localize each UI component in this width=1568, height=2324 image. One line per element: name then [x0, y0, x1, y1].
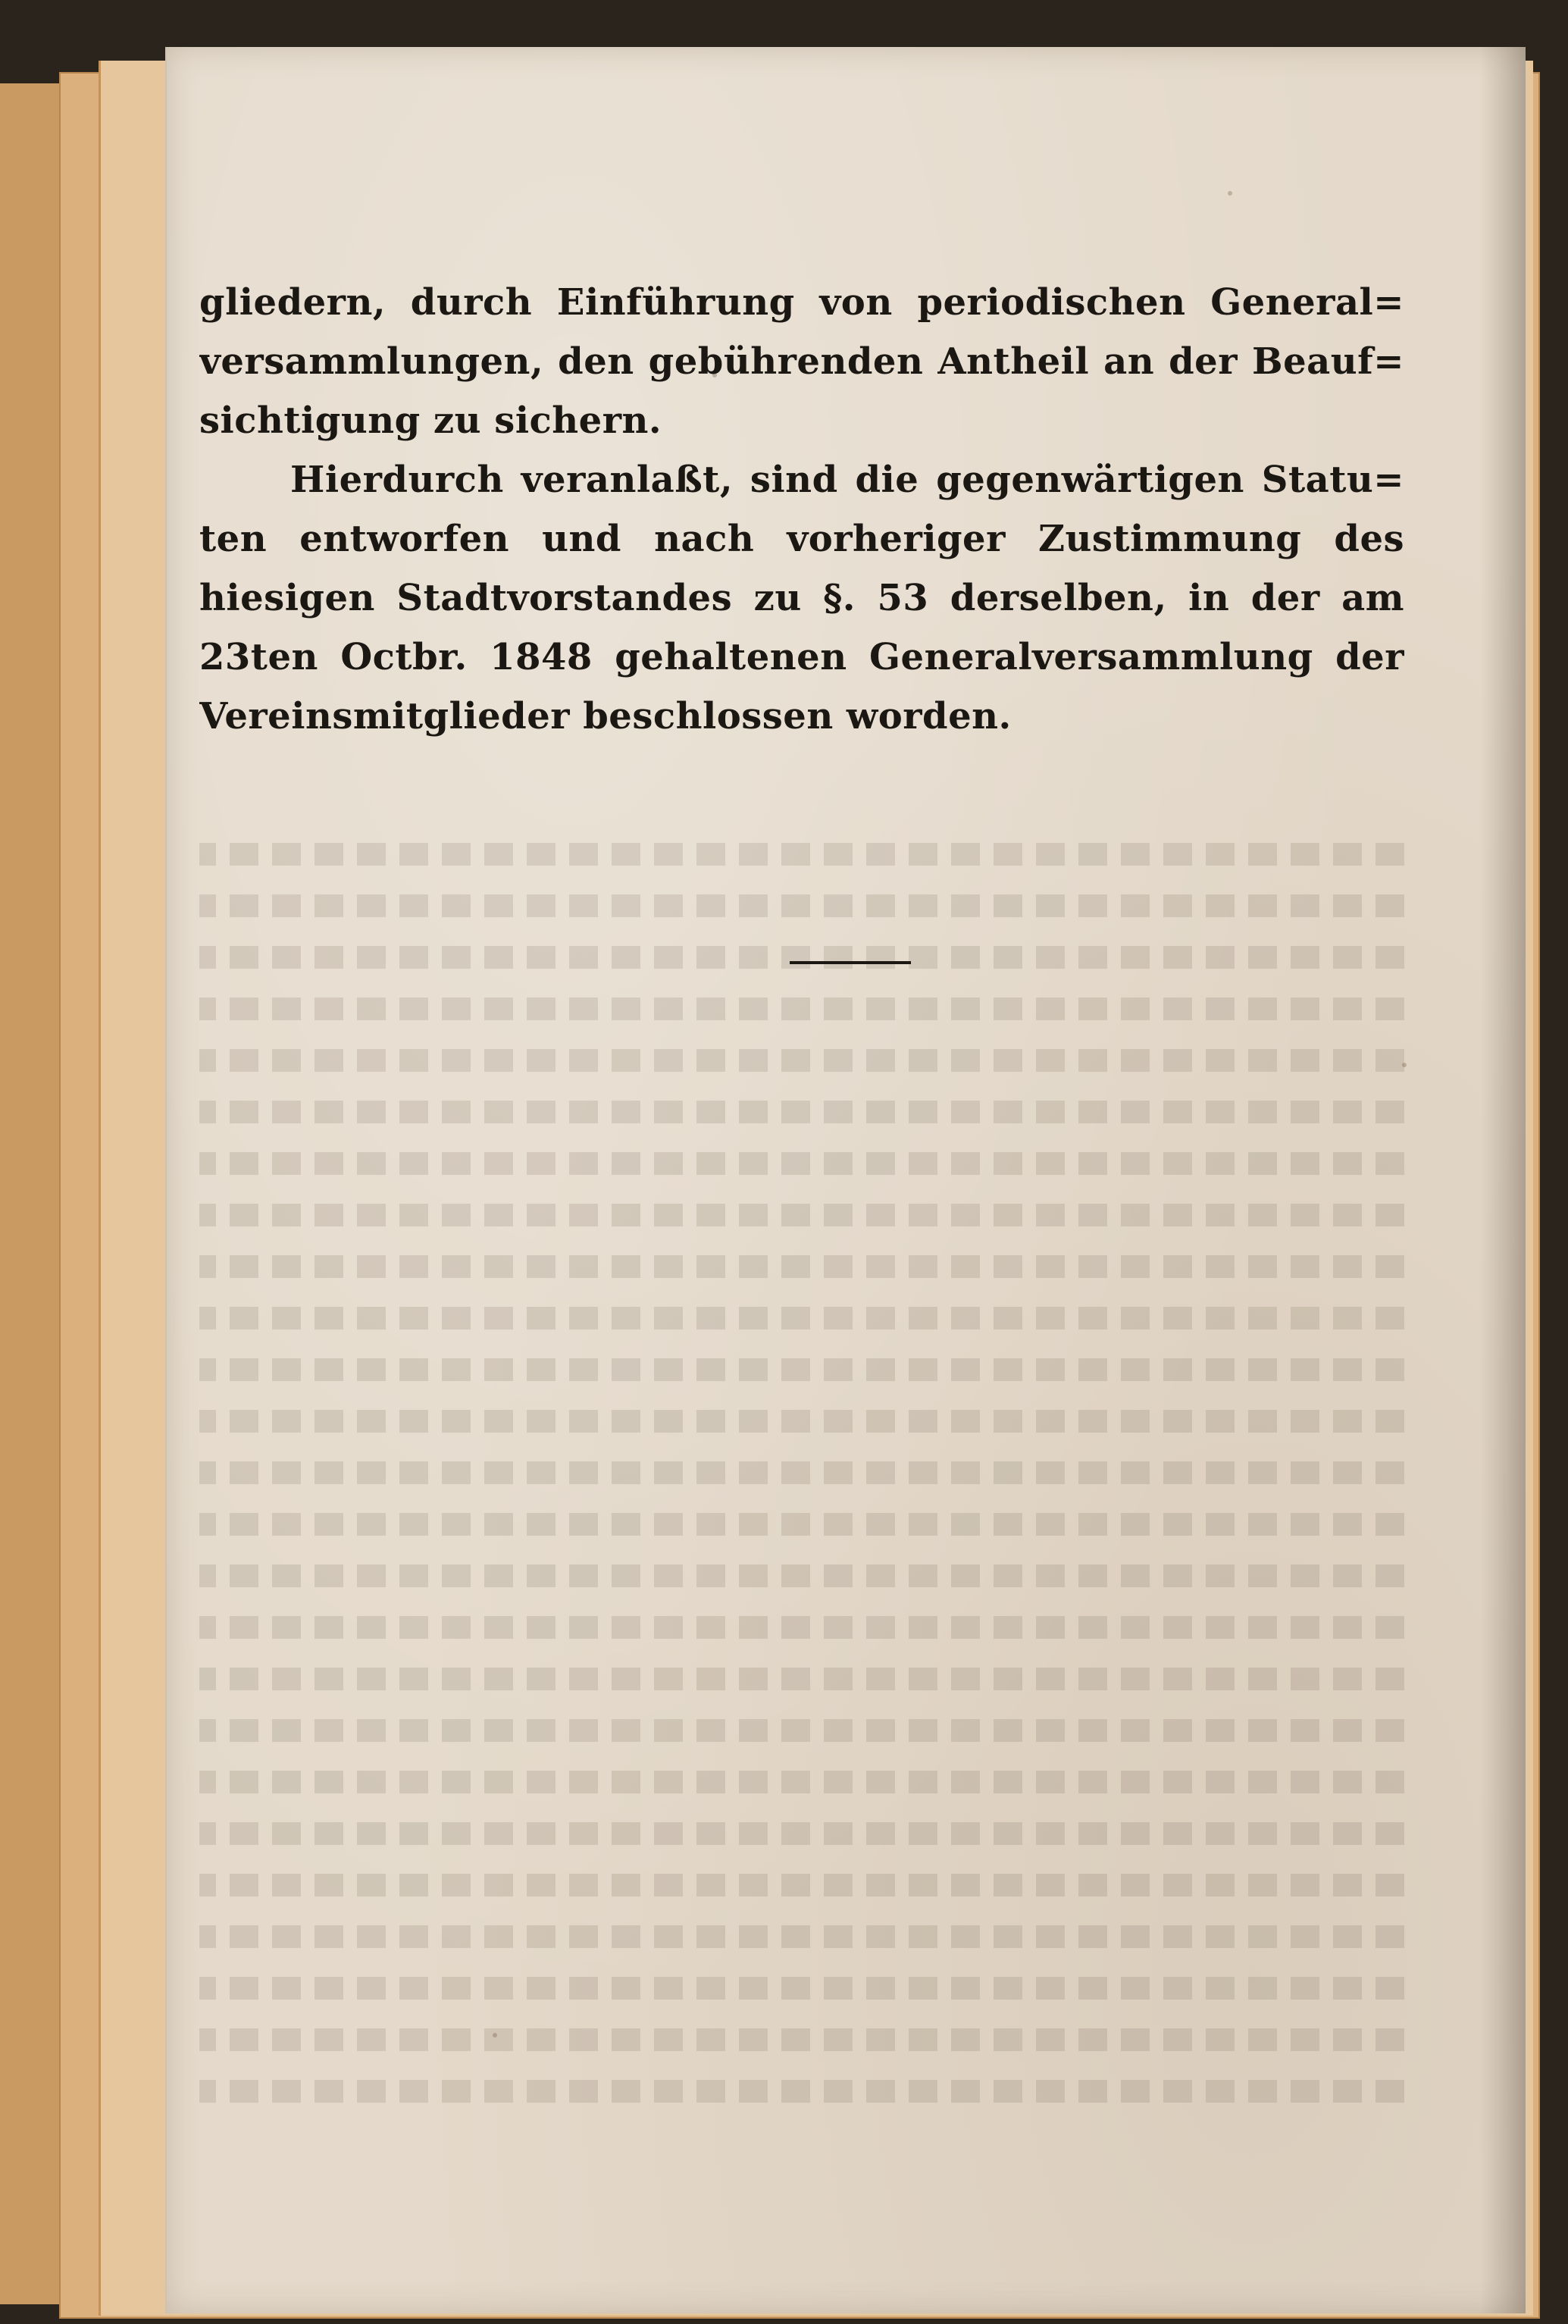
foxing-speck [1228, 191, 1232, 196]
text-line: versammlungen, den gebührenden Antheil an der Beauf= [199, 340, 1404, 383]
text-line: ten entworfen und nach vorheriger Zustimmung des [199, 518, 1404, 560]
body-text [199, 273, 1404, 746]
gutter-shadow [1480, 47, 1526, 2313]
foxing-speck [493, 2033, 497, 2037]
text-line: gliedern, durch Einführung von periodischen General= [199, 281, 1404, 324]
text-line: 23ten Octbr. 1848 gehaltenen Generalversammlung der [199, 636, 1404, 678]
foxing-speck [1402, 1063, 1407, 1067]
separator-rule [790, 961, 911, 964]
text-line: hiesigen Stadtvorstandes zu §. 53 derselben, in der am [199, 577, 1404, 619]
text-line: Hierdurch veranlaßt, sind die gegenwärtigen Statu= [290, 459, 1404, 501]
text-line: Vereinsmitglieder beschlossen worden. [199, 695, 1012, 738]
text-line: sichtigung zu sichern. [199, 399, 662, 442]
